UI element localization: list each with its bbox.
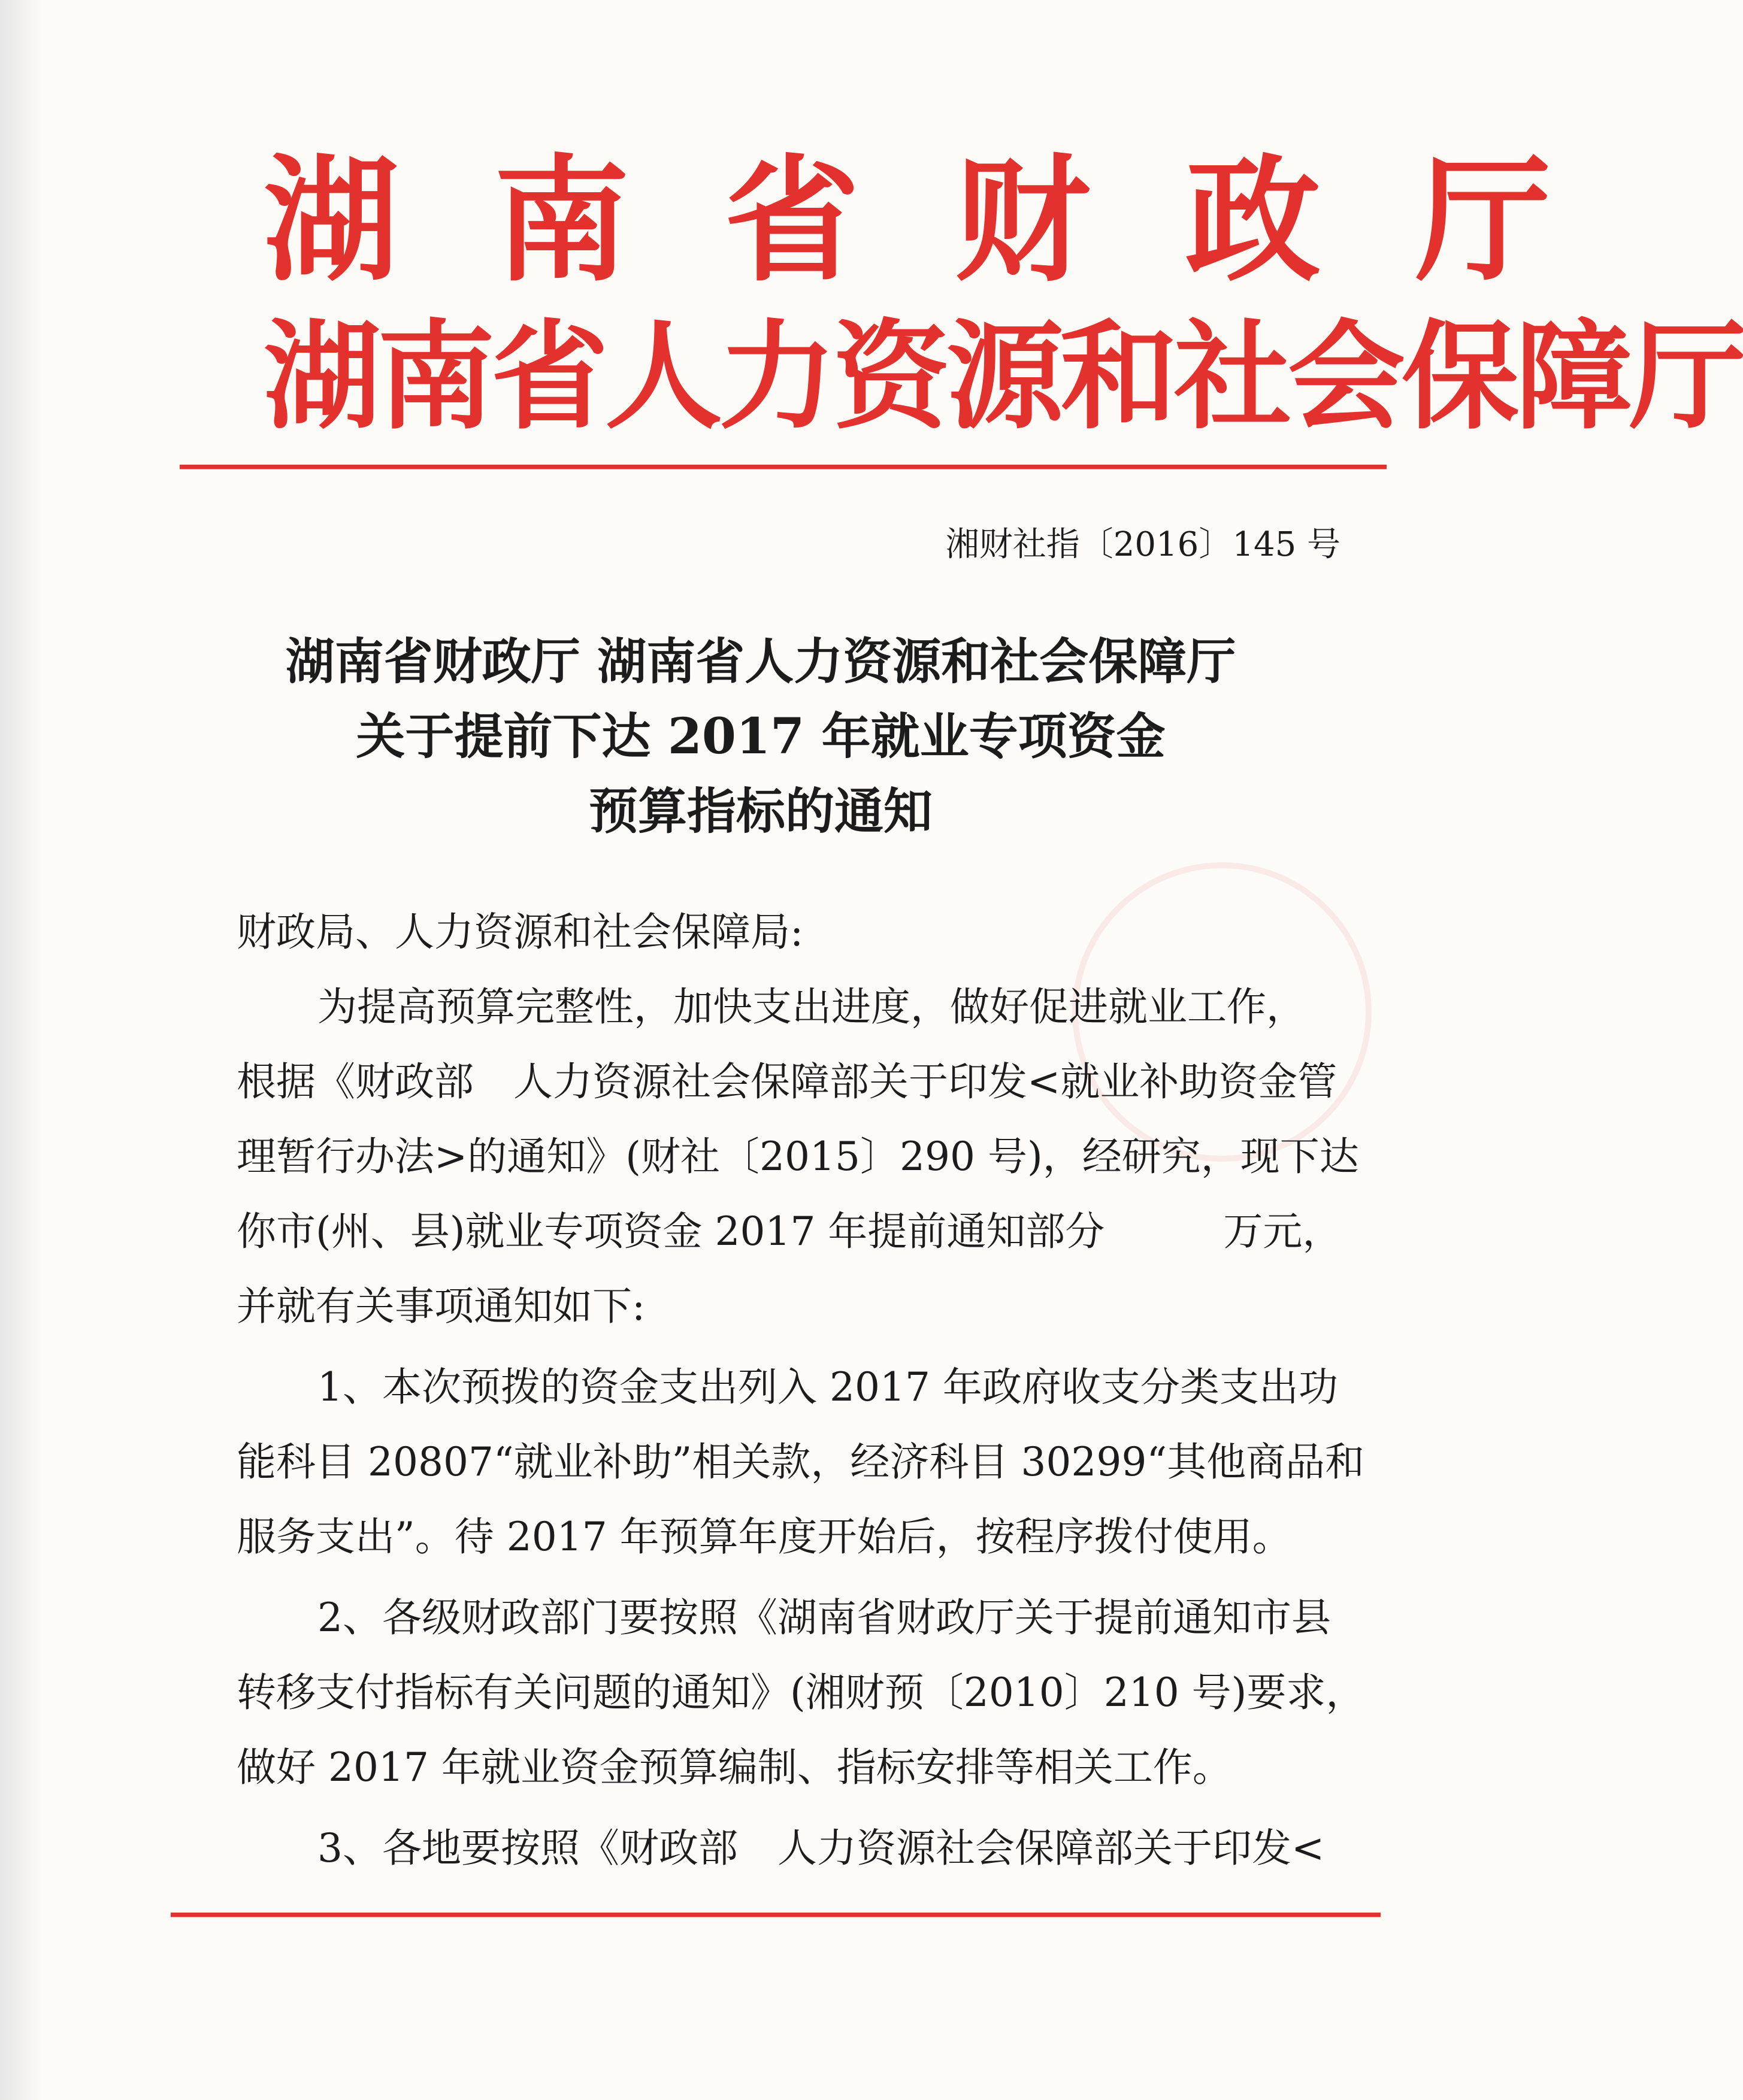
body-line: 做好 2017 年就业资金预算编制、指标安排等相关工作。 bbox=[237, 1744, 1232, 1790]
body-line: 根据《财政部 人力资源社会保障部关于印发<就业补助资金管 bbox=[237, 1059, 1337, 1105]
scan-edge-shadow bbox=[0, 0, 42, 2100]
notice-title-line-3: 预算指标的通知 bbox=[588, 783, 933, 840]
document-number: 湘财社指〔2016〕145 号 bbox=[945, 525, 1340, 564]
salutation: 财政局、人力资源和社会保障局: bbox=[237, 909, 804, 955]
footer-red-rule bbox=[171, 1913, 1381, 1917]
notice-title-line-1: 湖南省财政厅 湖南省人力资源和社会保障厅 bbox=[285, 633, 1236, 690]
body-line: 服务支出”。待 2017 年预算年度开始后，按程序拨付使用。 bbox=[237, 1514, 1292, 1560]
body-line: 并就有关事项通知如下: bbox=[237, 1283, 646, 1329]
issuer-title-hrss: 湖南省人力资源和社会保障厅 bbox=[264, 309, 1743, 446]
body-line: 理暂行办法>的通知》(财社〔2015〕290 号)，经研究，现下达 bbox=[237, 1134, 1359, 1180]
body-line: 1、本次预拨的资金支出列入 2017 年政府收支分类支出功 bbox=[317, 1364, 1338, 1410]
issuer-title-finance: 湖 南 省 财 政 厅 bbox=[264, 143, 1575, 300]
header-red-rule bbox=[180, 465, 1387, 469]
body-line: 2、各级财政部门要按照《湖南省财政厅关于提前通知市县 bbox=[317, 1595, 1331, 1641]
notice-title-line-2: 关于提前下达 2017 年就业专项资金 bbox=[356, 708, 1166, 765]
body-line: 3、各地要按照《财政部 人力资源社会保障部关于印发< bbox=[317, 1825, 1325, 1871]
body-line: 你市(州、县)就业专项资金 2017 年提前通知部分 万元， bbox=[237, 1208, 1342, 1254]
body-line: 能科目 20807“就业补助”相关款，经济科目 30299“其他商品和 bbox=[237, 1439, 1365, 1485]
body-line: 为提高预算完整性，加快支出进度，做好促进就业工作， bbox=[317, 984, 1306, 1030]
body-line: 转移支付指标有关问题的通知》(湘财预〔2010〕210 号)要求， bbox=[237, 1669, 1366, 1716]
